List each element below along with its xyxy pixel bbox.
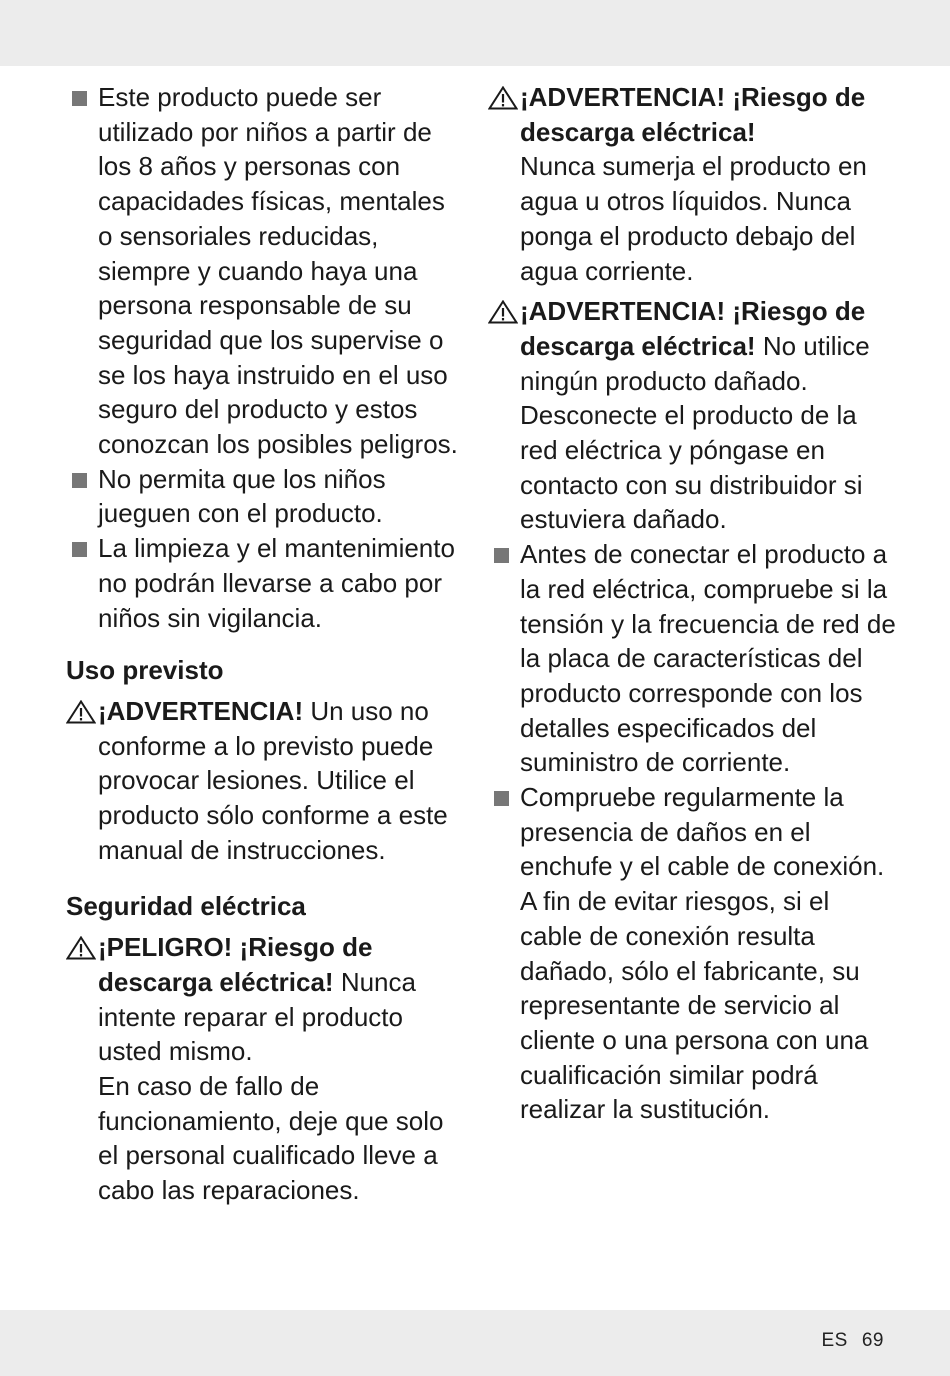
- square-bullet-icon: [72, 473, 87, 488]
- list-item-text: Antes de conectar el producto a la red eléctrica, compruebe si la tensión y la frecuencia de red de la placa de características del producto corresponde con los detalles especificados del suministro de corriente.: [520, 539, 896, 778]
- list-item-text: Este producto puede ser utilizado por niños a partir de los 8 años y personas con capacidades físicas, mentales o sensoriales reducidas, siempre y cuando haya una persona responsable de su seguridad que los supervise o se los haya instruido en el uso seguro del producto y estos conozcan los posibles peligros.: [98, 82, 458, 460]
- square-bullet-icon: [72, 542, 87, 557]
- list-item-text: La limpieza y el mantenimiento no podrán llevarse a cabo por niños sin vigilancia.: [98, 533, 455, 633]
- warning-block: [66, 930, 466, 1069]
- page-number: 69: [861, 1330, 884, 1351]
- header-band: [0, 0, 950, 66]
- right-column: [488, 80, 898, 1127]
- warning-block: [66, 694, 466, 868]
- warning-text: Nunca intente reparar el producto usted mismo.: [98, 966, 416, 1067]
- warning-triangle-icon: [488, 86, 518, 110]
- square-bullet-icon: [494, 548, 509, 563]
- square-bullet-icon: [494, 791, 509, 806]
- danger-label: ¡PELIGRO! ¡Riesgo de descarga eléctrica!: [98, 932, 373, 997]
- left-column: [66, 80, 466, 1208]
- warning-triangle-icon: [488, 300, 518, 324]
- warning-triangle-icon: [66, 700, 96, 724]
- section-heading-seguridad: Seguridad eléctrica: [66, 891, 306, 922]
- list-item-text: Compruebe regularmente la presencia de daños en el enchufe y el cable de conexión. A fin de evitar riesgos, si el cable de conexión resulta dañado, sólo el fabricante, su representante de servicio al cliente o una persona con una cualificación similar podrá realizar la sustitución.: [520, 782, 885, 1125]
- square-bullet-icon: [72, 91, 87, 106]
- list-item: [66, 80, 466, 462]
- warning-label: ¡ADVERTENCIA! ¡Riesgo de descarga eléctrica!: [520, 82, 866, 147]
- warning-block: [488, 80, 898, 288]
- list-item: [66, 462, 466, 531]
- warning-label: ¡ADVERTENCIA! ¡Riesgo de descarga eléctrica!: [520, 296, 866, 361]
- list-item: [66, 531, 466, 635]
- warning-text-continued: En caso de fallo de funcionamiento, deje que solo el personal cualificado lleve a cabo las reparaciones.: [98, 1070, 444, 1206]
- warning-triangle-icon: [66, 936, 96, 960]
- warning-block: [488, 294, 898, 537]
- warning-text: Nunca sumerja el producto en agua u otros líquidos. Nunca ponga el producto debajo del agua corriente.: [520, 151, 867, 286]
- warning-text: No utilice ningún producto dañado. Desconecte el producto de la red eléctrica y póngase en contacto con su distribuidor si estuviera dañado.: [520, 330, 870, 535]
- section-heading-uso-previsto: Uso previsto: [66, 655, 224, 686]
- page-footer: [808, 1330, 885, 1352]
- list-item: [488, 537, 898, 780]
- list-item: [488, 780, 898, 1127]
- list-item-text: No permita que los niños jueguen con el producto.: [98, 463, 386, 529]
- warning-label: ¡ADVERTENCIA!: [98, 695, 304, 726]
- warning-text: Un uso no conforme a lo previsto puede provocar lesiones. Utilice el producto sólo conforme a este manual de instrucciones.: [98, 695, 448, 865]
- language-code: ES: [821, 1330, 848, 1351]
